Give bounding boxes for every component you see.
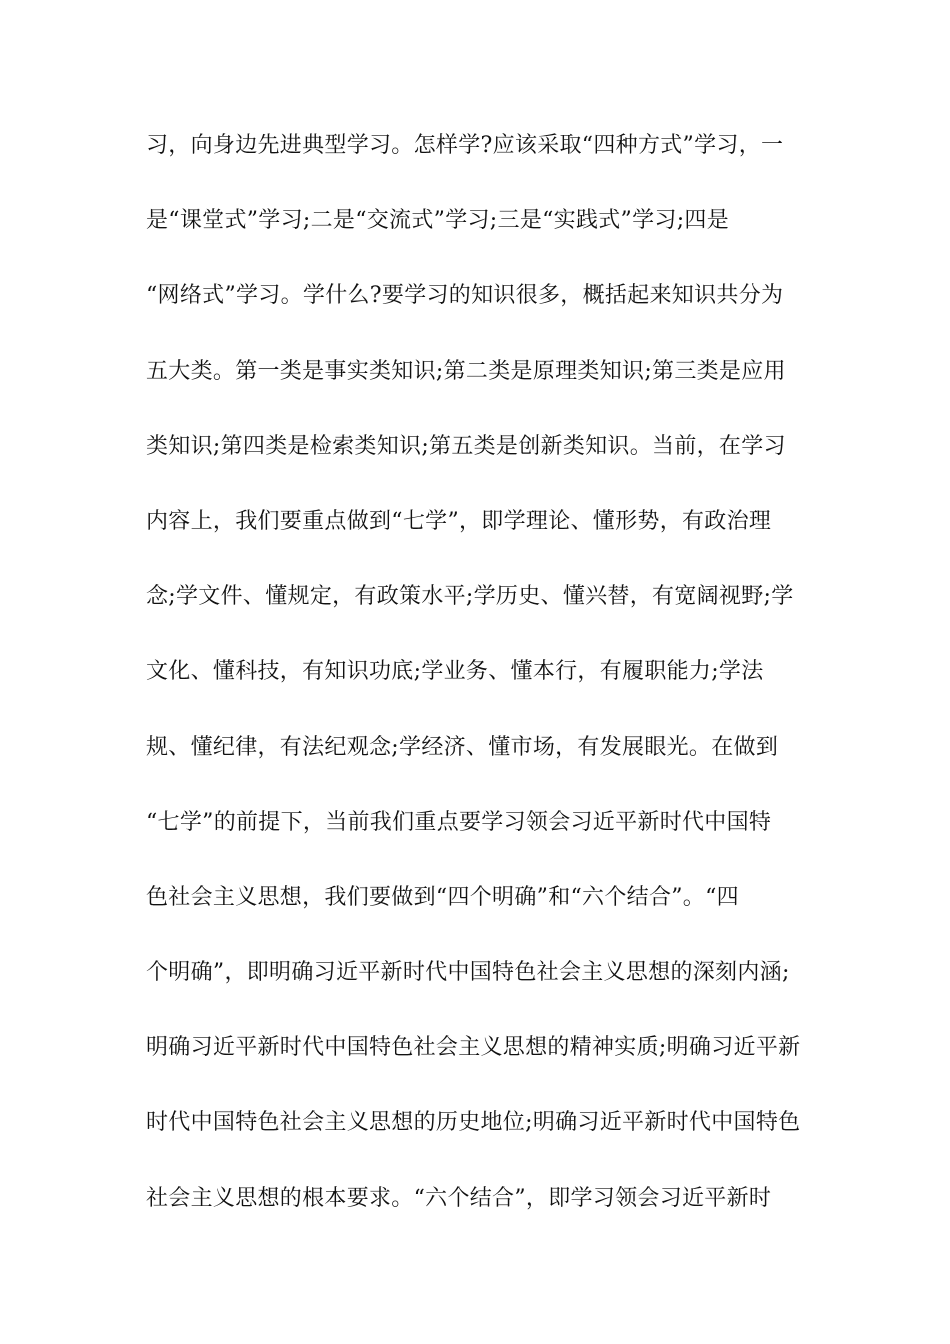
text-line-10: “七学”的前提下，当前我们重点要学习领会习近平新时代中国特 bbox=[146, 809, 772, 835]
text-line-14: 时代中国特色社会主义思想的历史地位;明确习近平新时代中国特色 bbox=[146, 1110, 801, 1136]
text-line-7: 念;学文件、懂规定，有政策水平;学历史、懂兴替，有宽阔视野;学 bbox=[146, 584, 794, 610]
text-line-5: 类知识;第四类是检索类知识;第五类是创新类知识。当前，在学习 bbox=[146, 433, 786, 459]
text-line-9: 规、懂纪律，有法纪观念;学经济、懂市场，有发展眼光。在做到 bbox=[146, 734, 779, 760]
text-line-3: “网络式”学习。学什么?要学习的知识很多，概括起来知识共分为 bbox=[146, 283, 784, 309]
text-line-8: 文化、懂科技，有知识功底;学业务、懂本行，有履职能力;学法 bbox=[146, 659, 764, 685]
body-text bbox=[146, 127, 816, 1255]
text-line-15: 社会主义思想的根本要求。“六个结合”，即学习领会习近平新时 bbox=[146, 1185, 772, 1211]
text-line-11: 色社会主义思想，我们要做到“四个明确”和“六个结合”。“四 bbox=[146, 884, 739, 910]
text-line-13: 明确习近平新时代中国特色社会主义思想的精神实质;明确习近平新 bbox=[146, 1035, 801, 1061]
text-line-12: 个明确”，即明确习近平新时代中国特色社会主义思想的深刻内涵; bbox=[146, 960, 790, 986]
text-line-4: 五大类。第一类是事实类知识;第二类是原理类知识;第三类是应用 bbox=[146, 358, 786, 384]
text-line-6: 内容上，我们要重点做到“七学”，即学理论、懂形势，有政治理 bbox=[146, 508, 772, 534]
text-line-1: 习，向身边先进典型学习。怎样学?应该采取“四种方式”学习，一 bbox=[146, 133, 784, 158]
text-line-2: 是“课堂式”学习;二是“交流式”学习;三是“实践式”学习;四是 bbox=[146, 208, 730, 234]
